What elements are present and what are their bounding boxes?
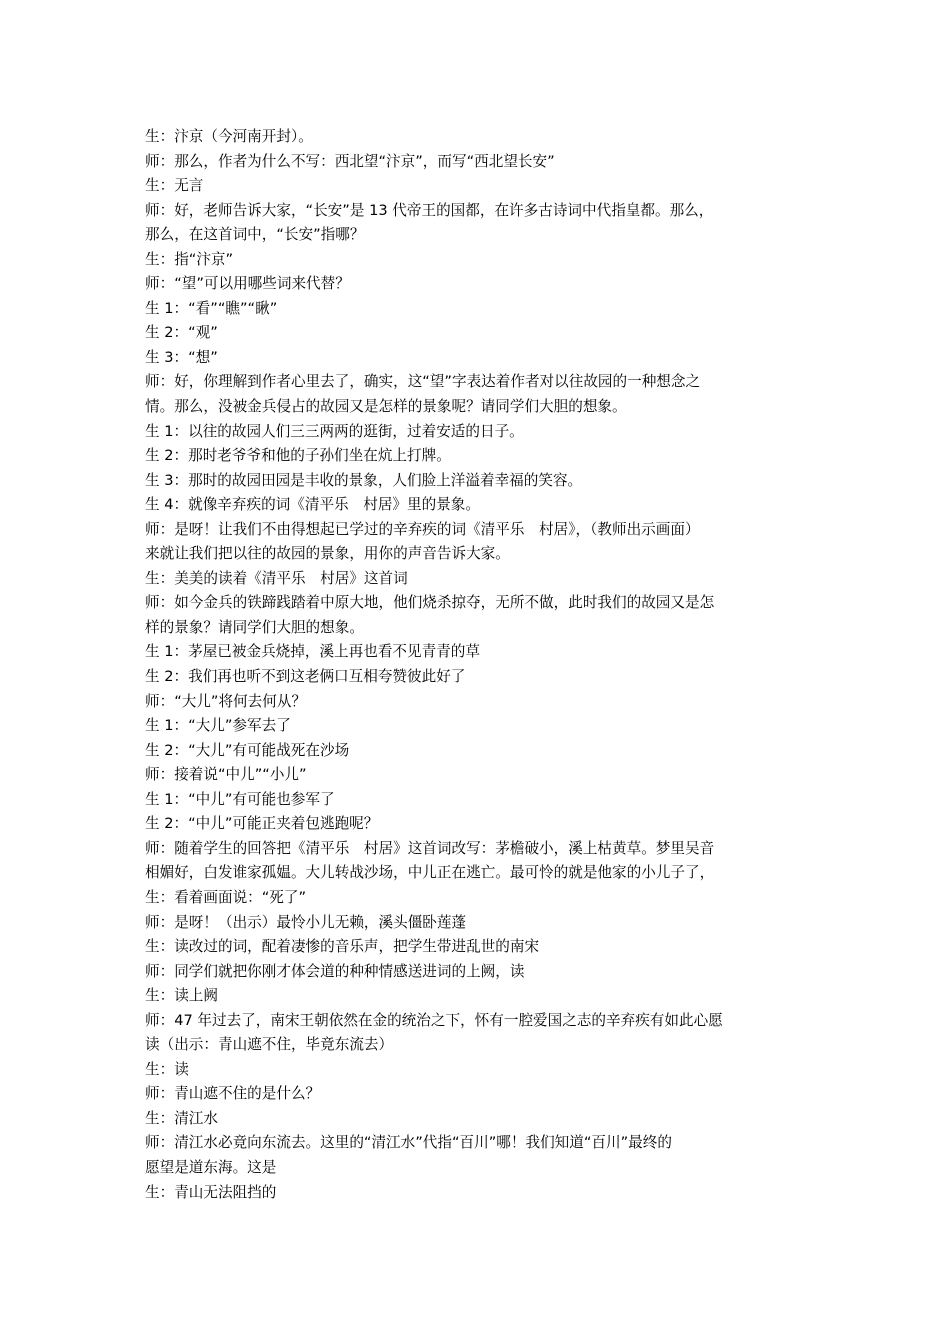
text-line: 师：接着说“中儿”“小儿” (145, 766, 307, 784)
text-line: 生 4：就像辛弃疾的词《清平乐 村居》里的景象。 (145, 496, 480, 514)
text-line: 生 1：“中儿”有可能也参军了 (145, 790, 335, 808)
text-line: 师：是呀！让我们不由得想起已学过的辛弃疾的词《清平乐 村居》，（教师出示画面） (145, 520, 700, 538)
text-line: 生：美美的读着《清平乐 村居》这首词 (145, 569, 408, 587)
text-line: 师：如今金兵的铁蹄践踏着中原大地，他们烧杀掠夺，无所不做，此时我们的故园又是怎 (145, 594, 715, 612)
document-body (145, 125, 810, 1205)
text-line: 师：是呀！（出示）最怜小儿无赖，溪头僵卧莲蓬 (145, 913, 467, 931)
text-line: 生：读改过的词，配着凄惨的音乐声，把学生带进乱世的南宋 (145, 938, 540, 956)
text-line: 师：随着学生的回答把《清平乐 村居》这首词改写：茅檐破小，溪上枯黄草。梦里吴音 (145, 839, 715, 857)
text-line: 师：那么，作者为什么不写：西北望“汴京”，而写“西北望长安” (145, 152, 555, 170)
text-line: 生 3：那时的故园田园是丰收的景象，人们脸上洋溢着幸福的笑容。 (145, 471, 583, 489)
text-line: 生：指“汴京” (145, 250, 234, 268)
text-line: 愿望是道东海。这是 (145, 1158, 277, 1176)
text-line: 来就让我们把以往的故园的景象，用你的声音告诉大家。 (145, 545, 510, 563)
text-line: 样的景象？请同学们大胆的想象。 (145, 618, 364, 636)
text-line: 情。那么，没被金兵侵占的故园又是怎样的景象呢？请同学们大胆的想象。 (145, 398, 627, 416)
text-line: 师：“大儿”将何去何从？ (145, 692, 307, 710)
text-line: 生：青山无法阻挡的 (145, 1183, 277, 1201)
text-line: 师：好，老师告诉大家，“长安”是 13 代帝王的国都，在许多古诗词中代指皇都。那么， (145, 201, 714, 219)
text-line: 那么，在这首词中，“长安”指哪？ (145, 226, 365, 244)
text-line: 师：47 年过去了，南宋王朝依然在金的统治之下，怀有一腔爱国之志的辛弃疾有如此心愿 (145, 1011, 723, 1029)
text-line: 相媚好，白发谁家孤媪。大儿转战沙场，中儿正在逃亡。最可怜的就是他家的小儿子了， (145, 864, 715, 882)
text-line: 师：青山遮不住的是什么？ (145, 1085, 321, 1103)
text-line: 生 2：“观” (145, 324, 218, 342)
text-line: 生 1：“大儿”参军去了 (145, 717, 291, 735)
text-line: 读（出示：青山遮不住，毕竟东流去） (145, 1036, 394, 1054)
text-line: 师：“望”可以用哪些词来代替？ (145, 275, 350, 293)
text-line: 生 1：以往的故园人们三三两两的逛街，过着安适的日子。 (145, 422, 524, 440)
text-line: 生：读上阙 (145, 987, 218, 1005)
text-line: 师：同学们就把你刚才体会道的种种情感送进词的上阙，读 (145, 962, 525, 980)
text-line: 师：好，你理解到作者心里去了，确实，这“望”字表达着作者对以往故园的一种想念之 (145, 373, 701, 391)
text-line: 生：汴京（今河南开封）。 (145, 128, 313, 145)
text-line: 生 2：“大儿”有可能战死在沙场 (145, 741, 350, 759)
text-line: 师：清江水必竟向东流去。这里的“清江水”代指“百川”哪！我们知道“百川”最终的 (145, 1134, 672, 1152)
text-line: 生：读 (145, 1060, 189, 1078)
text-line: 生：无言 (145, 177, 204, 195)
text-line: 生 1：“看”“瞧”“瞅” (145, 299, 278, 317)
text-line: 生 1：茅屋已被金兵烧掉，溪上再也看不见青青的草 (145, 643, 480, 661)
text-line: 生 3：“想” (145, 348, 218, 366)
text-line: 生 2：“中儿”可能正夹着包逃跑呢？ (145, 815, 379, 833)
text-line: 生 2：那时老爷爷和他的子孙们坐在炕上打牌。 (145, 447, 451, 465)
text-line: 生：看着画面说：“死了” (145, 888, 307, 906)
text-line: 生 2：我们再也听不到这老俩口互相夸赞彼此好了 (145, 668, 466, 686)
text-line: 生：清江水 (145, 1109, 218, 1127)
